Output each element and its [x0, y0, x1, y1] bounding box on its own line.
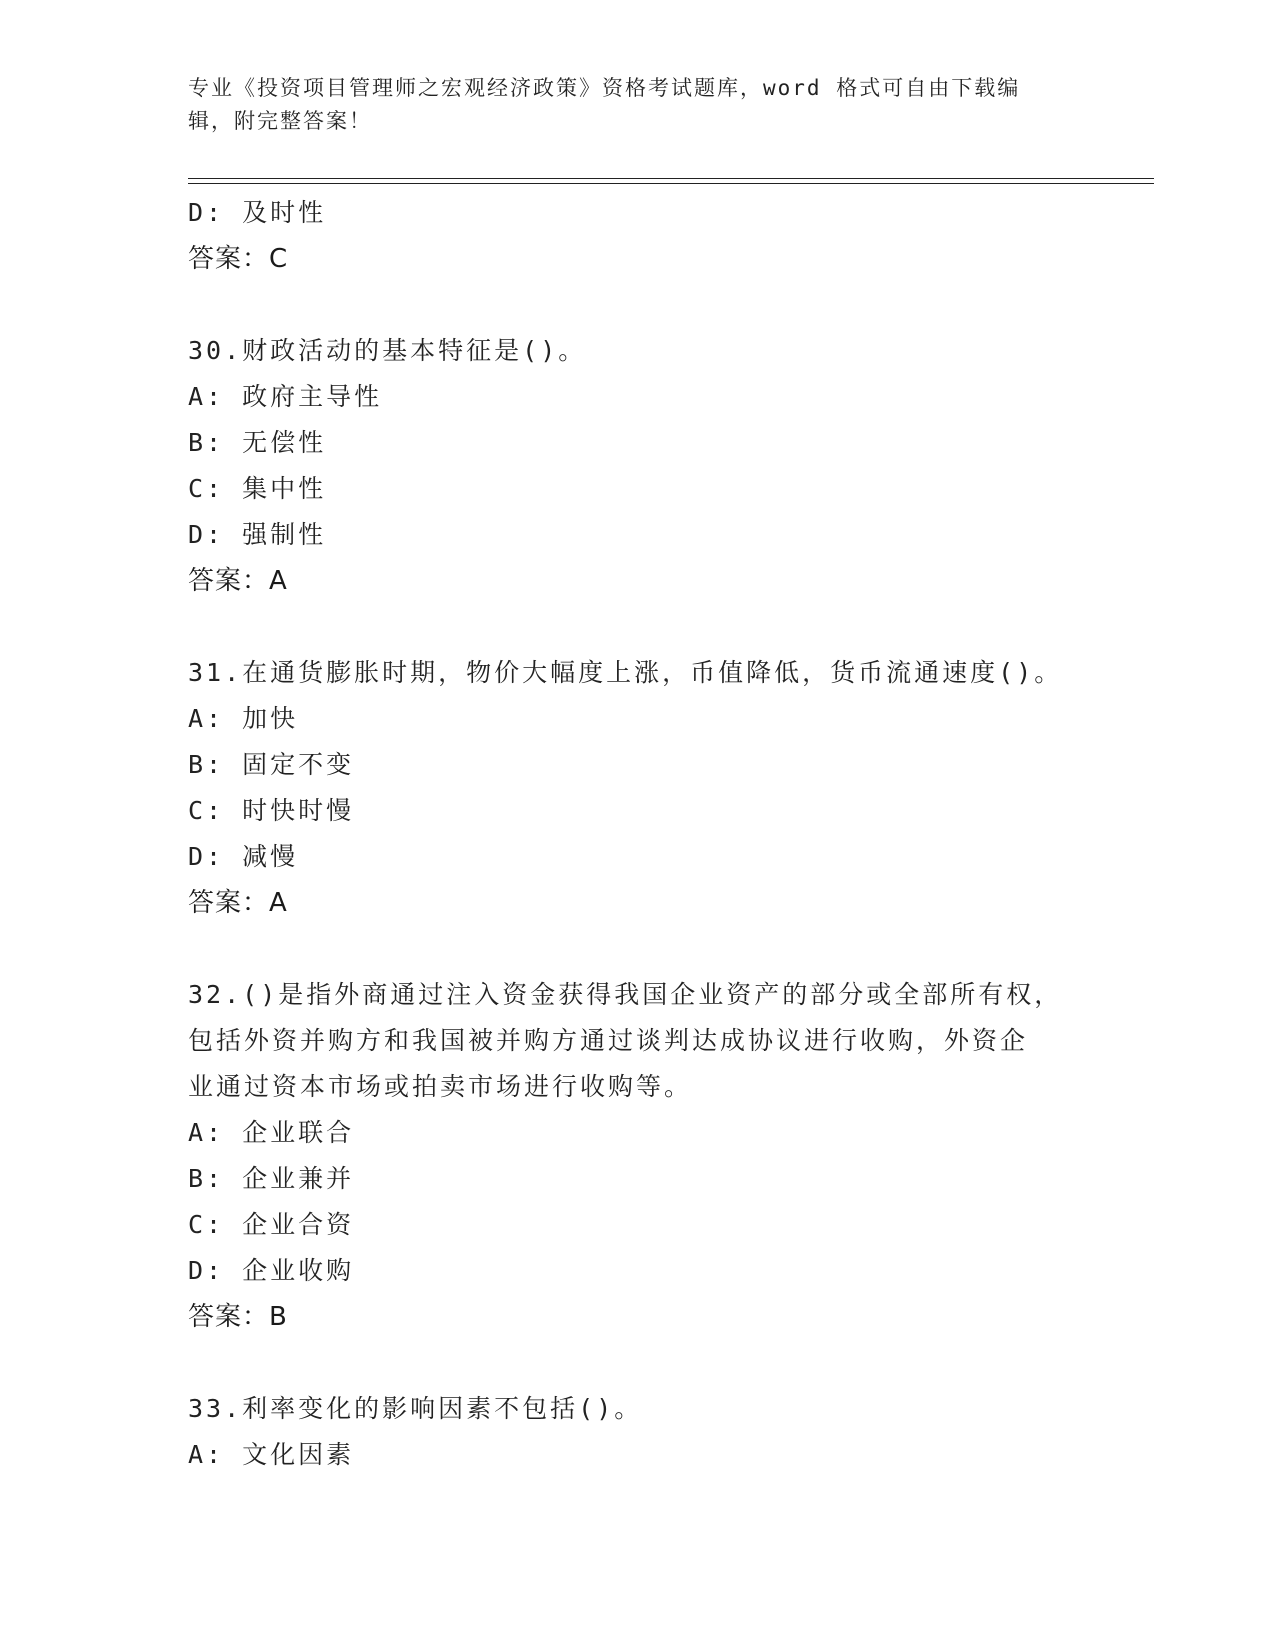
- answer: 答案：A: [188, 566, 288, 596]
- answer: 答案：C: [188, 244, 289, 274]
- option-a: A: 企业联合: [188, 1118, 355, 1147]
- question-stem-32-line-3: 业通过资本市场或拍卖市场进行收购等。: [188, 1072, 693, 1101]
- option-d: D: 及时性: [188, 198, 327, 227]
- spacer: [188, 604, 1088, 650]
- option-a: A: 加快: [188, 704, 299, 733]
- question-stem-32-line-1: 32.()是指外商通过注入资金获得我国企业资产的部分或全部所有权，: [188, 980, 1063, 1009]
- spacer: [188, 1340, 1088, 1386]
- option-b: B: 无偿性: [188, 428, 327, 457]
- option-c: C: 时快时慢: [188, 796, 355, 825]
- option-a: A: 文化因素: [188, 1440, 355, 1469]
- option-a: A: 政府主导性: [188, 382, 383, 411]
- question-stem-33: 33.利率变化的影响因素不包括()。: [188, 1394, 643, 1423]
- answer: 答案：B: [188, 1302, 288, 1332]
- page-header: [188, 72, 1068, 138]
- spacer: [188, 282, 1088, 328]
- header-rule-top: [188, 178, 1154, 179]
- question-stem-31: 31.在通货膨胀时期，物价大幅度上涨，币值降低，货币流通速度()。: [188, 658, 1063, 687]
- header-line-2: 辑，附完整答案！: [188, 109, 372, 133]
- option-d: D: 强制性: [188, 520, 327, 549]
- option-b: B: 固定不变: [188, 750, 355, 779]
- option-c: C: 集中性: [188, 474, 327, 503]
- option-d: D: 减慢: [188, 842, 299, 871]
- spacer: [188, 926, 1088, 972]
- option-d: D: 企业收购: [188, 1256, 355, 1285]
- question-stem-32-line-2: 包括外资并购方和我国被并购方通过谈判达成协议进行收购，外资企: [188, 1026, 1029, 1055]
- header-line-1: 专业《投资项目管理师之宏观经济政策》资格考试题库，word 格式可自由下载编: [188, 76, 1021, 100]
- answer: 答案：A: [188, 888, 288, 918]
- option-b: B: 企业兼并: [188, 1164, 355, 1193]
- header-rule-bottom: [188, 183, 1154, 184]
- question-list: [188, 190, 1088, 1478]
- option-c: C: 企业合资: [188, 1210, 355, 1239]
- question-stem-30: 30.财政活动的基本特征是()。: [188, 336, 587, 365]
